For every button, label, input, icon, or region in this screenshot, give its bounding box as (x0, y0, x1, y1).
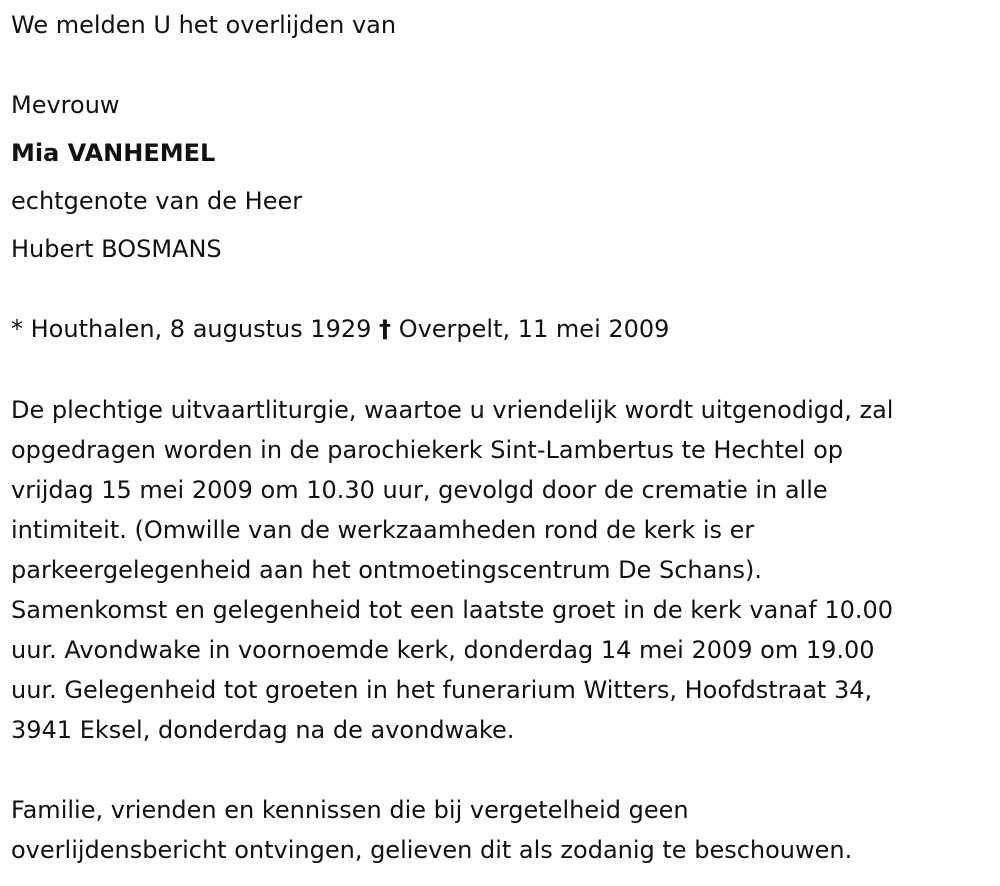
ceremony-line: vrijdag 15 mei 2009 om 10.30 uur, gevolgd door de crematie in alle (11, 476, 828, 504)
death-date: Overpelt, 11 mei 2009 (398, 315, 670, 343)
ceremony-line: 3941 Eksel, donderdag na de avondwake. (11, 716, 515, 744)
deceased-name: Mia VANHEMEL (11, 139, 216, 167)
ceremony-line: Samenkomst en gelegenheid tot een laatste groet in de kerk vanaf 10.00 (11, 596, 894, 624)
ceremony-line: De plechtige uitvaartliturgie, waartoe u vriendelijk wordt uitgenodigd, zal (11, 396, 894, 424)
closing-paragraph (11, 790, 996, 870)
ceremony-paragraph (11, 390, 996, 750)
ceremony-line: uur. Avondwake in voornoemde kerk, donderdag 14 mei 2009 om 19.00 (11, 636, 875, 664)
intro-text: We melden U het overlijden van (11, 11, 397, 39)
birth-date: * Houthalen, 8 augustus 1929 (11, 315, 372, 343)
closing-line: overlijdensbericht ontvingen, gelieven dit als zodanig te beschouwen. (11, 836, 853, 864)
spouse-name: Hubert BOSMANS (11, 235, 222, 263)
ceremony-line: uur. Gelegenheid tot groeten in het funerarium Witters, Hoofdstraat 34, (11, 676, 873, 704)
deceased-title: Mevrouw (11, 91, 120, 119)
ceremony-line: parkeergelegenheid aan het ontmoetingscentrum De Schans). (11, 556, 763, 584)
spouse-relation: echtgenote van de Heer (11, 187, 303, 215)
ceremony-line: opgedragen worden in de parochiekerk Sint-Lambertus te Hechtel op (11, 436, 843, 464)
closing-line: Familie, vrienden en kennissen die bij vergetelheid geen (11, 796, 689, 824)
ceremony-line: intimiteit. (Omwille van de werkzaamheden rond de kerk is er (11, 516, 755, 544)
dates-line (11, 314, 669, 344)
cross-icon: † (379, 315, 392, 343)
